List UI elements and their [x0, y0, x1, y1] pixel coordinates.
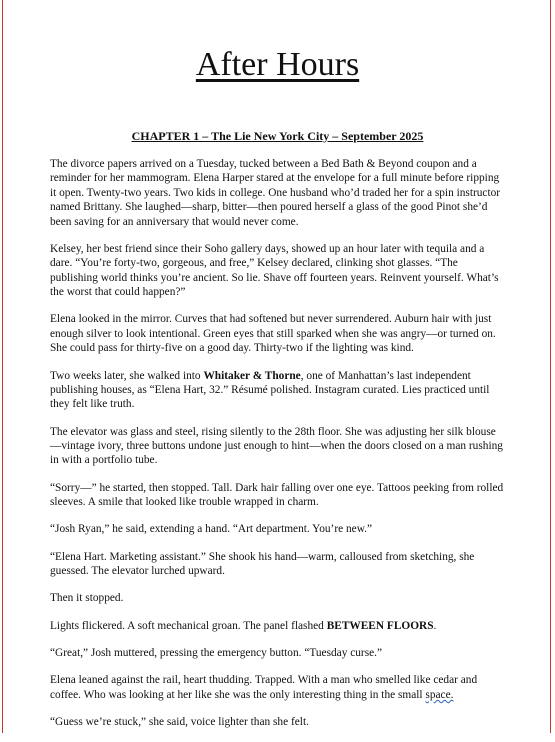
- paragraph-4-text: Two weeks later, she walked into: [50, 369, 204, 382]
- paragraph-5: The elevator was glass and steel, rising silently to the 28th floor. She was adjusting her silk blouse—vintage ivory, three buttons undone just enough to hint—when the doors closed on a man rushing in with a portfolio tube.: [50, 425, 503, 467]
- left-margin-line: [2, 0, 3, 733]
- paragraph-13: “Guess we’re stuck,” she said, voice lighter than she felt.: [50, 716, 309, 729]
- paragraph-4: [50, 369, 506, 412]
- paragraph-10-rest: .: [433, 619, 437, 632]
- chapter-heading: CHAPTER 1 – The Lie New York City – September 2025: [131, 129, 424, 143]
- paragraph-6: “Sorry—” he started, then stopped. Tall. Dark hair falling over one eye. Tattoos peeking from rolled sleeves. A smile that looked like trouble wrapped in charm.: [50, 481, 504, 509]
- company-name: Whitaker & Thorne: [203, 369, 301, 382]
- paragraph-7: “Josh Ryan,” he said, extending a hand. “Art department. You’re new.”: [50, 523, 373, 536]
- paragraph-8: “Elena Hart. Marketing assistant.” She shook his hand—warm, calloused from sketching, she guessed. The elevator lurched upward.: [50, 550, 475, 578]
- paragraph-10: [50, 619, 506, 633]
- paragraph-1: The divorce papers arrived on a Tuesday, tucked between a Bed Bath & Beyond coupon and a reminder for her mammogram. Elena Harper stared at the envelope for a full minute before ripping it open. Twenty-two years. Two kids in college. One husband who’d traded her for a spin instructor named Brittany. She laughed—sharp, bitter—then poured herself a glass of the good Pinot she’d been saving for an anniversary that would never come.: [50, 158, 501, 228]
- paragraph-4-rest: , one of Manhattan’s last independent publishing houses, as “Elena Hart, 32.” Résumé polished. Instagram curated. Lies practiced until they felt like truth.: [50, 369, 490, 411]
- document-body: [50, 157, 506, 742]
- paragraph-11: “Great,” Josh muttered, pressing the emergency button. “Tuesday curse.”: [50, 647, 383, 660]
- paragraph-2: Kelsey, her best friend since their Soho gallery days, showed up an hour later with tequila and a dare. “You’re forty-two, gorgeous, and free,” Kelsey declared, clinking shot glasses. “The publishing world thinks you’re ancient. So lie. Shave off fourteen years. Reinvent yourself. What’s the worst that could happen?”: [50, 242, 499, 299]
- document-title: After Hours: [195, 46, 360, 83]
- right-margin-line: [550, 0, 551, 733]
- panel-text: BETWEEN FLOORS: [326, 619, 434, 632]
- spellcheck-flagged-word[interactable]: space.: [425, 688, 454, 701]
- paragraph-3: Elena looked in the mirror. Curves that had softened but never surrendered. Auburn hair with just enough silver to look intentional. Green eyes that still sparked when she was angry—or turned on. She could pass for thirty-five on a good day. Thirty-two if the lighting was kind.: [50, 313, 496, 355]
- paragraph-9: Then it stopped.: [50, 592, 124, 605]
- paragraph-12: [50, 673, 506, 702]
- paragraph-12-text: Elena leaned against the rail, heart thudding. Trapped. With a man who smelled like cedar and coffee. Who was looking at her like she was the only interesting thing in the small: [50, 674, 478, 701]
- paragraph-10-text: Lights flickered. A soft mechanical groan. The panel flashed: [50, 619, 327, 632]
